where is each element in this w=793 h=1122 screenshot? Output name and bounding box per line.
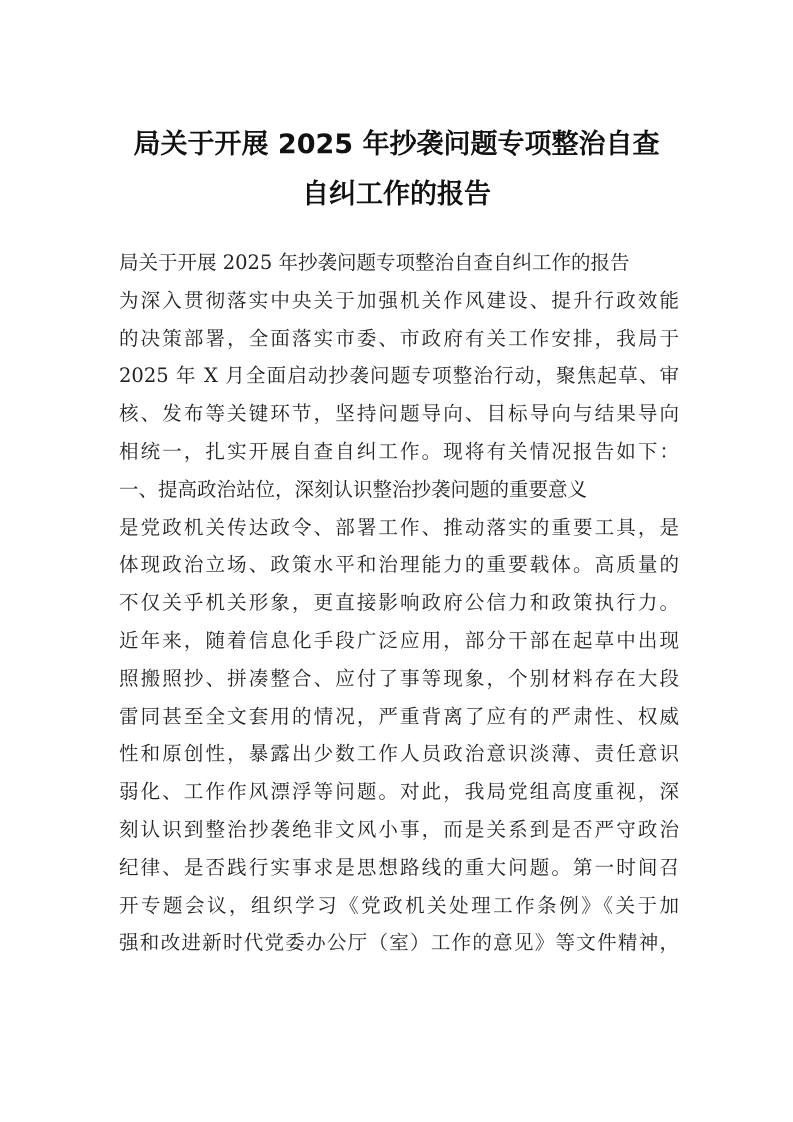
body-line: 2025 年 X 月全面启动抄袭问题专项整治行动，聚焦起草、审 xyxy=(119,364,679,388)
body-line: 性和原创性，暴露出少数工作人员政治意识淡薄、责任意识 xyxy=(119,742,679,766)
body-line: 的决策部署，全面落实市委、市政府有关工作安排，我局于 xyxy=(119,326,679,350)
body-line: 雷同甚至全文套用的情况，严重背离了应有的严肃性、权威 xyxy=(119,704,679,728)
body-line: 体现政治立场、政策水平和治理能力的重要载体。高质量的 xyxy=(119,553,679,577)
body-line: 刻认识到整治抄袭绝非文风小事，而是关系到是否严守政治 xyxy=(119,817,679,841)
body-line: 相统一，扎实开展自查自纠工作。现将有关情况报告如下： xyxy=(119,439,679,463)
document-title-line-1: 局关于开展 2025 年抄袭问题专项整治自查 xyxy=(133,129,660,160)
body-line: 是党政机关传达政令、部署工作、推动落实的重要工具，是 xyxy=(119,515,679,539)
body-line: 近年来，随着信息化手段广泛应用，部分干部在起草中出现 xyxy=(119,628,679,652)
body-line: 纪律、是否践行实事求是思想路线的重大问题。第一时间召 xyxy=(119,855,679,879)
body-line: 照搬照抄、拼凑整合、应付了事等现象，个别材料存在大段 xyxy=(119,666,679,690)
body-line: 核、发布等关键环节，坚持问题导向、目标导向与结果导向 xyxy=(119,402,679,426)
body-line: 为深入贯彻落实中央关于加强机关作风建设、提升行政效能 xyxy=(119,288,679,312)
body-line: 开专题会议，组织学习《党政机关处理工作条例》《关于加 xyxy=(119,893,679,917)
body-line: 不仅关乎机关形象，更直接影响政府公信力和政策执行力。 xyxy=(119,591,679,615)
body-line: 强和改进新时代党委办公厅（室）工作的意见》等文件精神， xyxy=(119,931,679,955)
body-line: 局关于开展 2025 年抄袭问题专项整治自查自纠工作的报告 xyxy=(119,251,630,274)
document-title-line-2: 自纠工作的报告 xyxy=(302,179,491,210)
document-body xyxy=(119,244,679,962)
body-line: 弱化、工作作风漂浮等问题。对此，我局党组高度重视，深 xyxy=(119,780,679,804)
section-heading: 一、提高政治站位，深刻认识整治抄袭问题的重要意义 xyxy=(119,477,588,501)
